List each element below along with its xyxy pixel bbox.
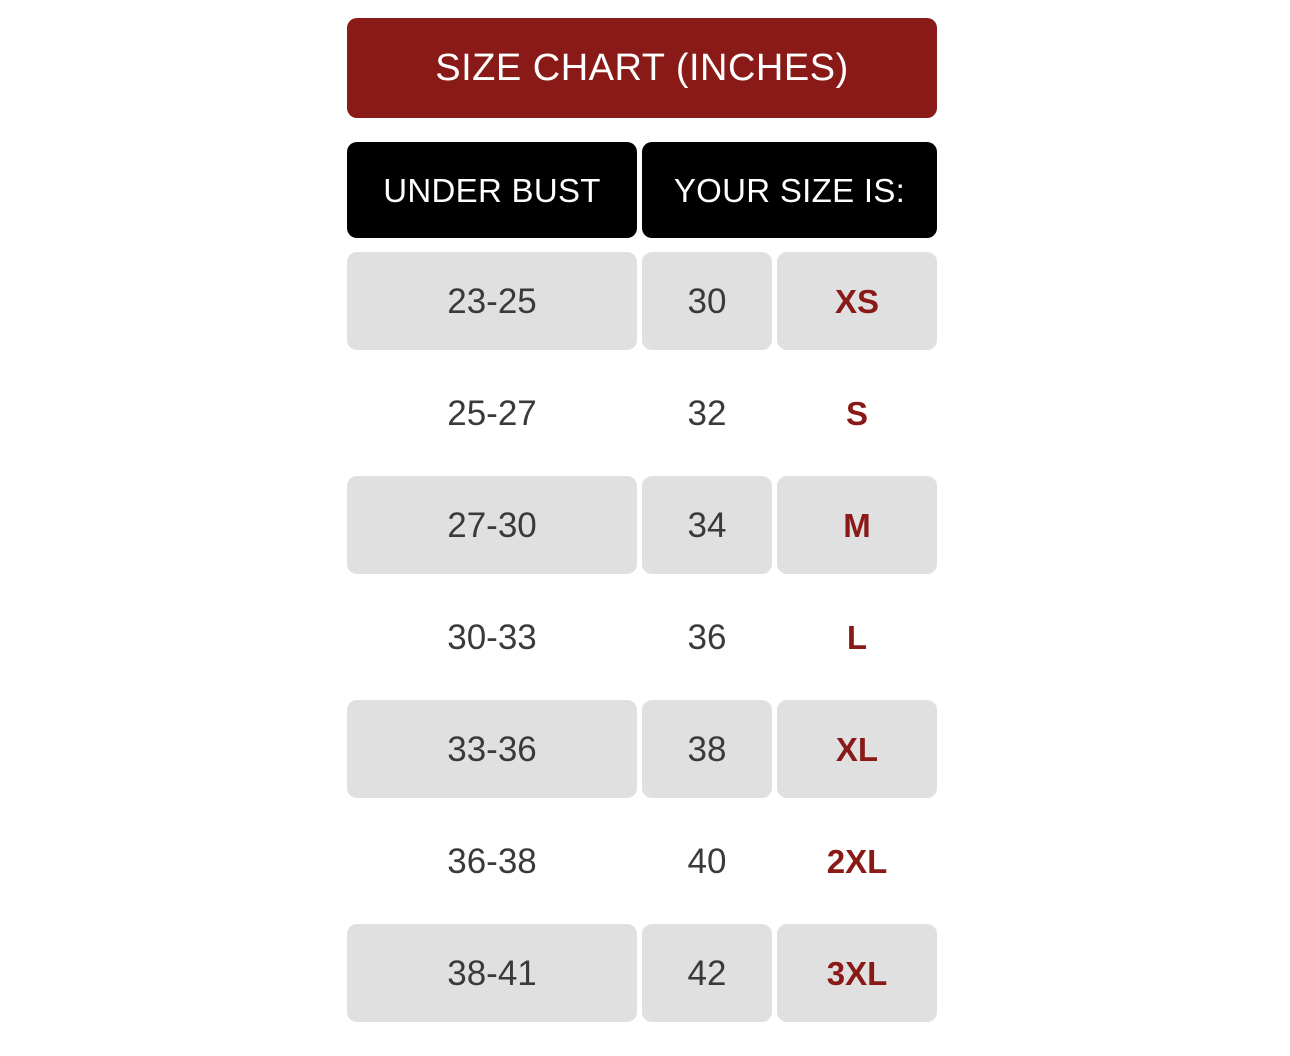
table-row — [347, 924, 937, 1022]
table-row — [347, 812, 937, 910]
cell-band: 30 — [642, 252, 772, 350]
size-chart — [347, 18, 937, 1022]
cell-under-bust: 27-30 — [347, 476, 637, 574]
column-header-your-size — [642, 142, 937, 238]
table-row — [347, 588, 937, 686]
cell-band: 42 — [642, 924, 772, 1022]
cell-under-bust: 33-36 — [347, 700, 637, 798]
table-row — [347, 252, 937, 350]
column-header-label: UNDER BUST — [383, 171, 601, 209]
chart-header-row — [347, 142, 937, 238]
cell-size: M — [777, 476, 937, 574]
table-row — [347, 364, 937, 462]
cell-band: 38 — [642, 700, 772, 798]
cell-band: 36 — [687, 617, 727, 657]
cell-under-bust: 38-41 — [347, 924, 637, 1022]
cell-size: XS — [777, 252, 937, 350]
cell-size: L — [846, 618, 868, 656]
cell-band: 34 — [642, 476, 772, 574]
cell-under-bust: 25-27 — [447, 393, 537, 433]
column-header-label: YOUR SIZE IS: — [673, 171, 906, 209]
cell-size: S — [845, 394, 868, 432]
cell-under-bust: 36-38 — [447, 841, 537, 881]
cell-band: 32 — [687, 393, 727, 433]
cell-size: 2XL — [826, 842, 888, 880]
chart-title-banner — [347, 18, 937, 118]
cell-under-bust: 23-25 — [347, 252, 637, 350]
cell-size: 3XL — [777, 924, 937, 1022]
cell-under-bust: 30-33 — [447, 617, 537, 657]
cell-band: 40 — [687, 841, 727, 881]
chart-title: SIZE CHART (INCHES) — [435, 47, 849, 89]
table-row — [347, 476, 937, 574]
table-row — [347, 700, 937, 798]
column-header-under-bust — [347, 142, 637, 238]
cell-size: XL — [777, 700, 937, 798]
